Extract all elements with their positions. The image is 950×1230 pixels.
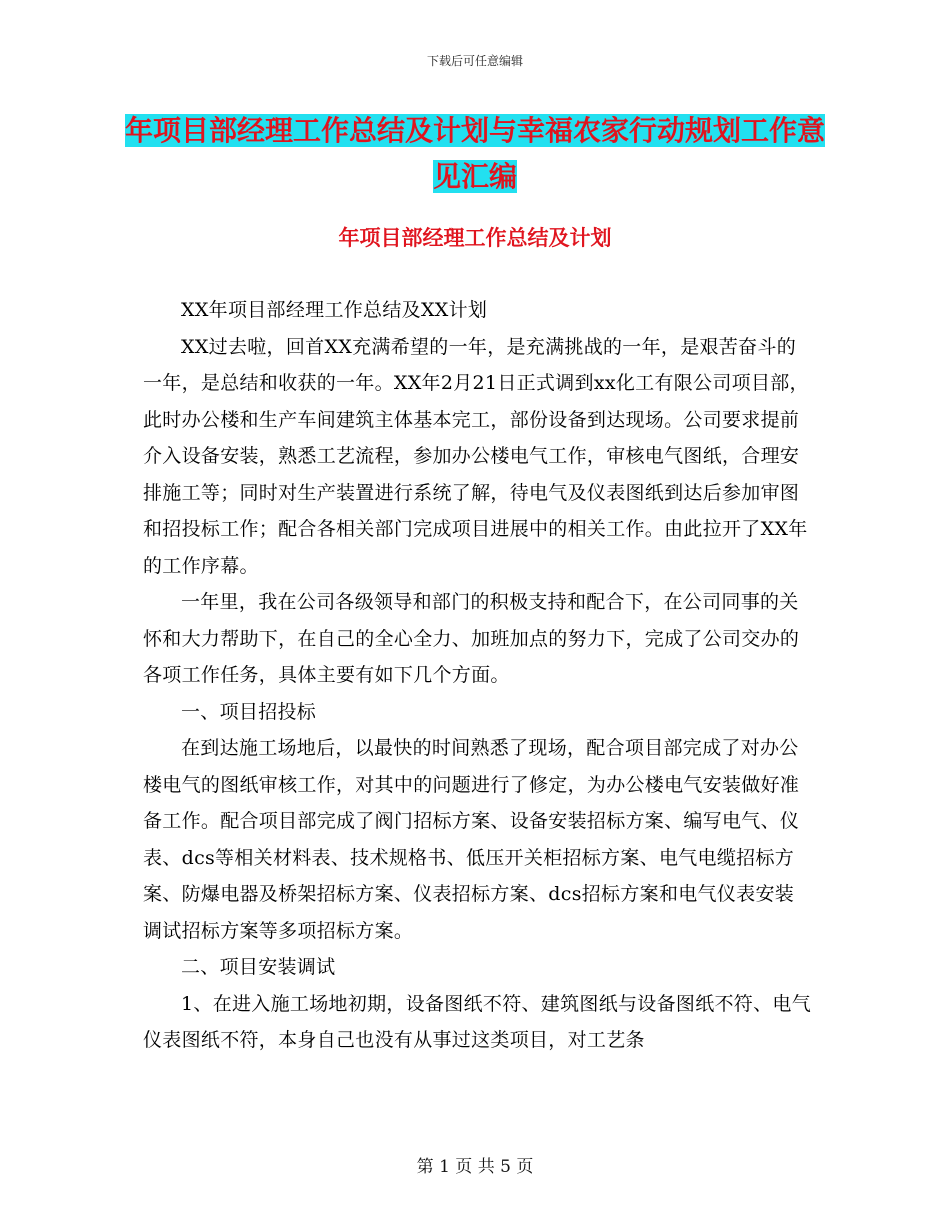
- paragraph: XX过去啦，回首XX充满希望的一年，是充满挑战的一年，是艰苦奋斗的一年，是总结和收获的一年。XX年2月21日正式调到xx化工有限公司项目部，此时办公楼和生产车间建筑主体基本完工，部份设备到达现场。公司要求提前介入设备安装，熟悉工艺流程，参加办公楼电气工作，审核电气图纸，合理安排施工等；同时对生产装置进行系统了解，待电气及仪表图纸到达后参加审图和招投标工作；配合各相关部门完成项目进展中的相关工作。由此拉开了XX年的工作序幕。: [143, 335, 809, 577]
- section-title: 年项目部经理工作总结及计划: [338, 226, 612, 250]
- paragraph: 一年里，我在公司各级领导和部门的积极支持和配合下，在公司同事的关怀和大力帮助下，在自己的全心全力、加班加点的努力下，完成了公司交办的各项工作任务，具体主要有如下几个方面。: [143, 591, 800, 686]
- paragraph: 1、在进入施工场地初期，设备图纸不符、建筑图纸与设备图纸不符、电气仪表图纸不符，本身自己也没有从事过这类项目，对工艺条: [143, 992, 811, 1051]
- page-footer: 第 1 页 共 5 页: [416, 1157, 534, 1177]
- page-header: 下载后可任意编辑: [426, 54, 523, 68]
- paragraph: 在到达施工场地后，以最快的时间熟悉了现场，配合项目部完成了对办公楼电气的图纸审核工作，对其中的问题进行了修定，为办公楼电气安装做好准备工作。配合项目部完成了阀门招标方案、设备安装招标方案、编写电气、仪表、dcs等相关材料表、技术规格书、低压开关柜招标方案、电气电缆招标方案、防爆电器及桥架招标方案、仪表招标方案、dcs招标方案和电气仪表安装调试招标方案等多项招标方案。: [143, 737, 800, 942]
- document-title-text: 年项目部经理工作总结及计划与幸福农家行动规划工作意见汇编: [124, 114, 825, 193]
- document-body: [143, 292, 811, 1059]
- document-title: [120, 108, 830, 200]
- paragraph: XX年项目部经理工作总结及XX计划: [181, 299, 488, 321]
- paragraph: 一、项目招投标: [181, 700, 317, 723]
- paragraph: 二、项目安装调试: [181, 956, 336, 978]
